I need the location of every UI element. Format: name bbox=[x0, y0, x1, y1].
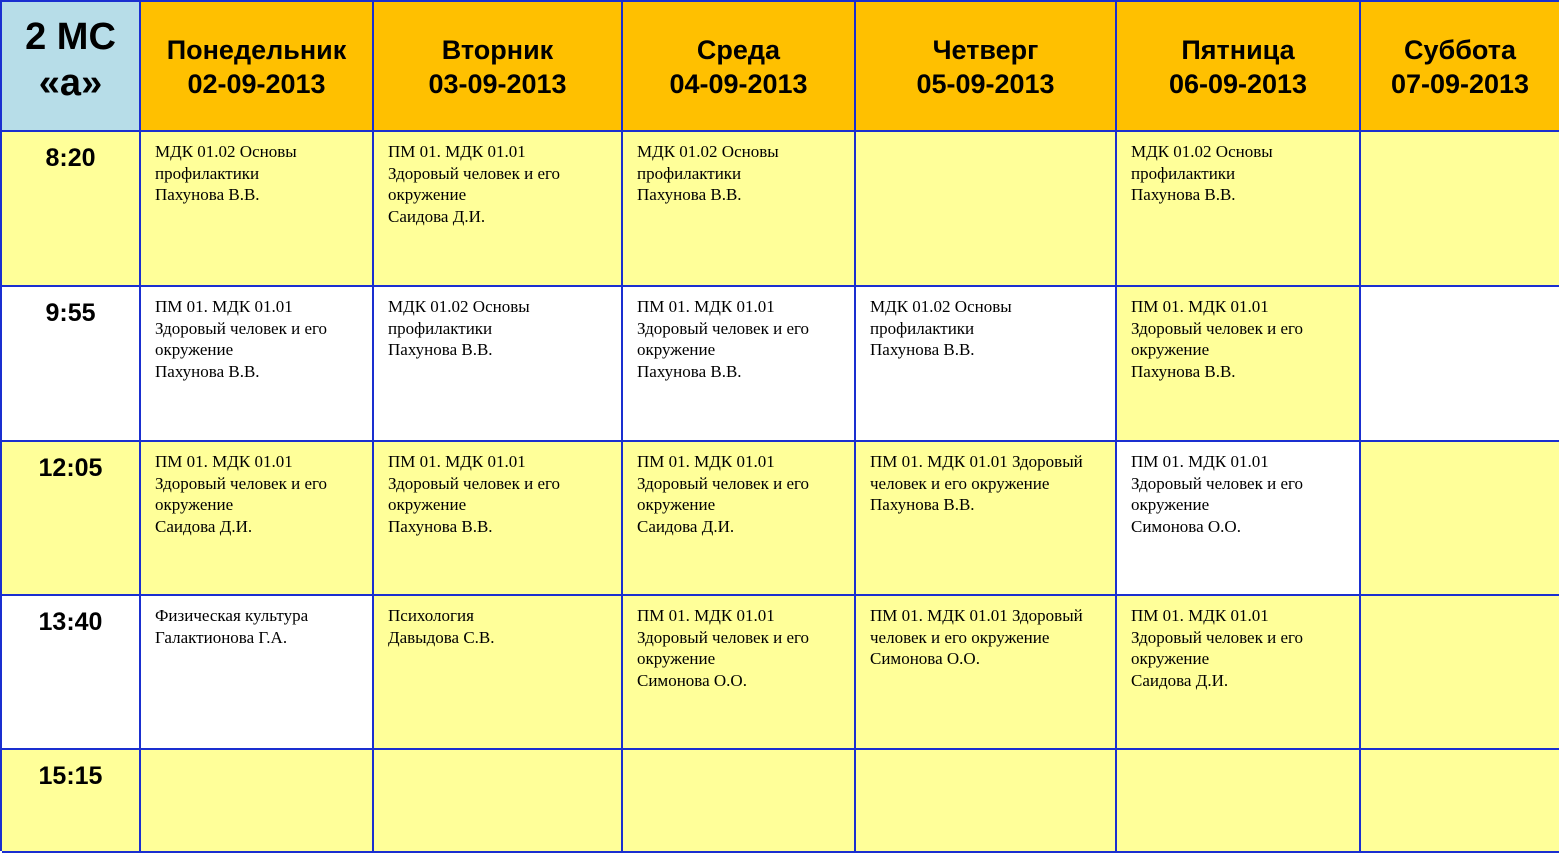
lesson-cell bbox=[1117, 287, 1361, 442]
time-slot: 15:15 bbox=[2, 750, 141, 853]
lesson-cell bbox=[141, 287, 374, 442]
lesson-line: Галактионова Г.А. bbox=[155, 627, 288, 647]
day-date: 04-09-2013 bbox=[669, 69, 808, 99]
lesson-line: окружение bbox=[637, 340, 716, 359]
time-slot: 9:55 bbox=[2, 287, 141, 442]
day-header-thursday bbox=[856, 2, 1117, 132]
lesson-line: Пахунова В.В. bbox=[637, 185, 742, 204]
time-slot: 8:20 bbox=[2, 132, 141, 287]
lesson-line: Саидова Д.И. bbox=[155, 516, 253, 536]
day-header-saturday bbox=[1361, 2, 1559, 132]
lesson-cell bbox=[374, 596, 623, 750]
lesson-cell bbox=[623, 596, 856, 750]
day-date: 05-09-2013 bbox=[916, 69, 1055, 99]
lesson-line: Пахунова В.В. bbox=[870, 495, 975, 514]
day-name: Среда bbox=[696, 35, 781, 65]
lesson-cell-empty bbox=[141, 750, 374, 853]
lesson-line: МДК 01.02 Основы bbox=[155, 142, 297, 161]
lesson-line: окружение bbox=[637, 649, 716, 668]
day-date: 02-09-2013 bbox=[187, 69, 326, 99]
day-name: Пятница bbox=[1181, 35, 1295, 65]
lesson-line: МДК 01.02 Основы bbox=[388, 297, 530, 316]
day-header-monday bbox=[141, 2, 374, 132]
lesson-line: Здоровый человек и его bbox=[1131, 627, 1304, 647]
lesson-line: профилактики bbox=[870, 318, 975, 338]
lesson-cell bbox=[374, 287, 623, 442]
lesson-line: Пахунова В.В. bbox=[155, 361, 260, 381]
day-name: Суббота bbox=[1404, 35, 1516, 65]
lesson-line: ПМ 01. МДК 01.01 bbox=[1131, 452, 1269, 471]
lesson-cell bbox=[623, 287, 856, 442]
lesson-cell bbox=[623, 442, 856, 596]
lesson-line: Здоровый человек и его bbox=[155, 318, 328, 338]
lesson-line: ПМ 01. МДК 01.01 bbox=[637, 606, 775, 625]
lesson-line: ПМ 01. МДК 01.01 bbox=[1131, 606, 1269, 625]
lesson-line: профилактики bbox=[388, 318, 493, 338]
lesson-line: окружение bbox=[637, 495, 716, 514]
lesson-line: человек и его окружение bbox=[870, 473, 1050, 493]
lesson-cell bbox=[1117, 132, 1361, 287]
day-header-wednesday bbox=[623, 2, 856, 132]
lesson-line: профилактики bbox=[637, 163, 742, 183]
day-header-friday bbox=[1117, 2, 1361, 132]
group-header bbox=[2, 2, 141, 132]
lesson-line: профилактики bbox=[155, 163, 260, 183]
lesson-line: ПМ 01. МДК 01.01 bbox=[155, 452, 293, 471]
lesson-line: Пахунова В.В. bbox=[388, 516, 493, 536]
lesson-line: Симонова О.О. bbox=[870, 649, 980, 668]
group-letter: «а» bbox=[38, 62, 103, 104]
day-name: Четверг bbox=[932, 35, 1039, 65]
lesson-cell-empty bbox=[1361, 287, 1559, 442]
lesson-line: Пахунова В.В. bbox=[1131, 185, 1236, 204]
day-name: Вторник bbox=[441, 35, 554, 65]
lesson-line: Пахунова В.В. bbox=[155, 185, 260, 204]
lesson-line: ПМ 01. МДК 01.01 Здоровый bbox=[870, 606, 1083, 625]
time-slot: 13:40 bbox=[2, 596, 141, 750]
lesson-line: Саидова Д.И. bbox=[637, 516, 735, 536]
lesson-line: Пахунова В.В. bbox=[388, 340, 493, 359]
lesson-line: Здоровый человек и его bbox=[388, 163, 561, 183]
lesson-cell-empty bbox=[374, 750, 623, 853]
day-date: 07-09-2013 bbox=[1390, 69, 1530, 99]
lesson-line: МДК 01.02 Основы bbox=[637, 142, 779, 161]
lesson-cell-empty bbox=[856, 132, 1117, 287]
day-date: 03-09-2013 bbox=[428, 69, 567, 99]
lesson-line: Здоровый человек и его bbox=[637, 627, 810, 647]
lesson-line: Давыдова С.В. bbox=[388, 627, 495, 647]
lesson-cell bbox=[374, 442, 623, 596]
lesson-line: ПМ 01. МДК 01.01 bbox=[388, 142, 526, 161]
lesson-cell bbox=[856, 442, 1117, 596]
lesson-cell bbox=[1117, 596, 1361, 750]
lesson-line: окружение bbox=[155, 495, 234, 514]
lesson-line: окружение bbox=[1131, 649, 1210, 668]
lesson-line: ПМ 01. МДК 01.01 bbox=[637, 297, 775, 316]
lesson-line: Пахунова В.В. bbox=[870, 340, 975, 359]
lesson-line: Здоровый человек и его bbox=[1131, 318, 1304, 338]
lesson-cell bbox=[1117, 442, 1361, 596]
lesson-line: Симонова О.О. bbox=[637, 670, 747, 690]
lesson-line: Психология bbox=[388, 606, 474, 625]
lesson-cell bbox=[141, 442, 374, 596]
lesson-line: Здоровый человек и его bbox=[637, 318, 810, 338]
lesson-line: человек и его окружение bbox=[870, 627, 1050, 647]
lesson-cell-empty bbox=[1117, 750, 1361, 853]
day-header-tuesday bbox=[374, 2, 623, 132]
lesson-line: окружение bbox=[1131, 340, 1210, 359]
lesson-line: Саидова Д.И. bbox=[1131, 670, 1229, 690]
lesson-line: ПМ 01. МДК 01.01 bbox=[637, 452, 775, 471]
day-date: 06-09-2013 bbox=[1168, 69, 1308, 99]
lesson-line: Симонова О.О. bbox=[1131, 516, 1241, 536]
lesson-cell bbox=[856, 596, 1117, 750]
lesson-cell bbox=[141, 596, 374, 750]
lesson-line: Здоровый человек и его bbox=[388, 473, 561, 493]
lesson-cell-empty bbox=[1361, 750, 1559, 853]
group-name: 2 МС bbox=[25, 16, 116, 58]
lesson-line: ПМ 01. МДК 01.01 Здоровый bbox=[870, 452, 1083, 471]
lesson-line: окружение bbox=[388, 495, 467, 514]
lesson-line: Здоровый человек и его bbox=[1131, 473, 1304, 493]
lesson-cell bbox=[141, 132, 374, 287]
lesson-line: Физическая культура bbox=[155, 606, 309, 625]
lesson-cell-empty bbox=[623, 750, 856, 853]
lesson-cell bbox=[623, 132, 856, 287]
lesson-cell bbox=[374, 132, 623, 287]
lesson-cell-empty bbox=[1361, 442, 1559, 596]
lesson-line: окружение bbox=[388, 185, 467, 204]
day-name: Понедельник bbox=[166, 35, 347, 65]
lesson-cell bbox=[856, 287, 1117, 442]
lesson-line: Саидова Д.И. bbox=[388, 206, 486, 226]
lesson-cell-empty bbox=[856, 750, 1117, 853]
lesson-line: ПМ 01. МДК 01.01 bbox=[388, 452, 526, 471]
lesson-cell-empty bbox=[1361, 132, 1559, 287]
lesson-cell-empty bbox=[1361, 596, 1559, 750]
lesson-line: окружение bbox=[1131, 495, 1210, 514]
lesson-line: МДК 01.02 Основы bbox=[1131, 142, 1273, 161]
lesson-line: Пахунова В.В. bbox=[637, 361, 742, 381]
lesson-line: окружение bbox=[155, 340, 234, 359]
lesson-line: ПМ 01. МДК 01.01 bbox=[155, 297, 293, 316]
lesson-line: Пахунова В.В. bbox=[1131, 361, 1236, 381]
lesson-line: МДК 01.02 Основы bbox=[870, 297, 1012, 316]
time-slot: 12:05 bbox=[2, 442, 141, 596]
lesson-line: профилактики bbox=[1131, 163, 1236, 183]
lesson-line: Здоровый человек и его bbox=[637, 473, 810, 493]
lesson-line: ПМ 01. МДК 01.01 bbox=[1131, 297, 1269, 316]
lesson-line: Здоровый человек и его bbox=[155, 473, 328, 493]
